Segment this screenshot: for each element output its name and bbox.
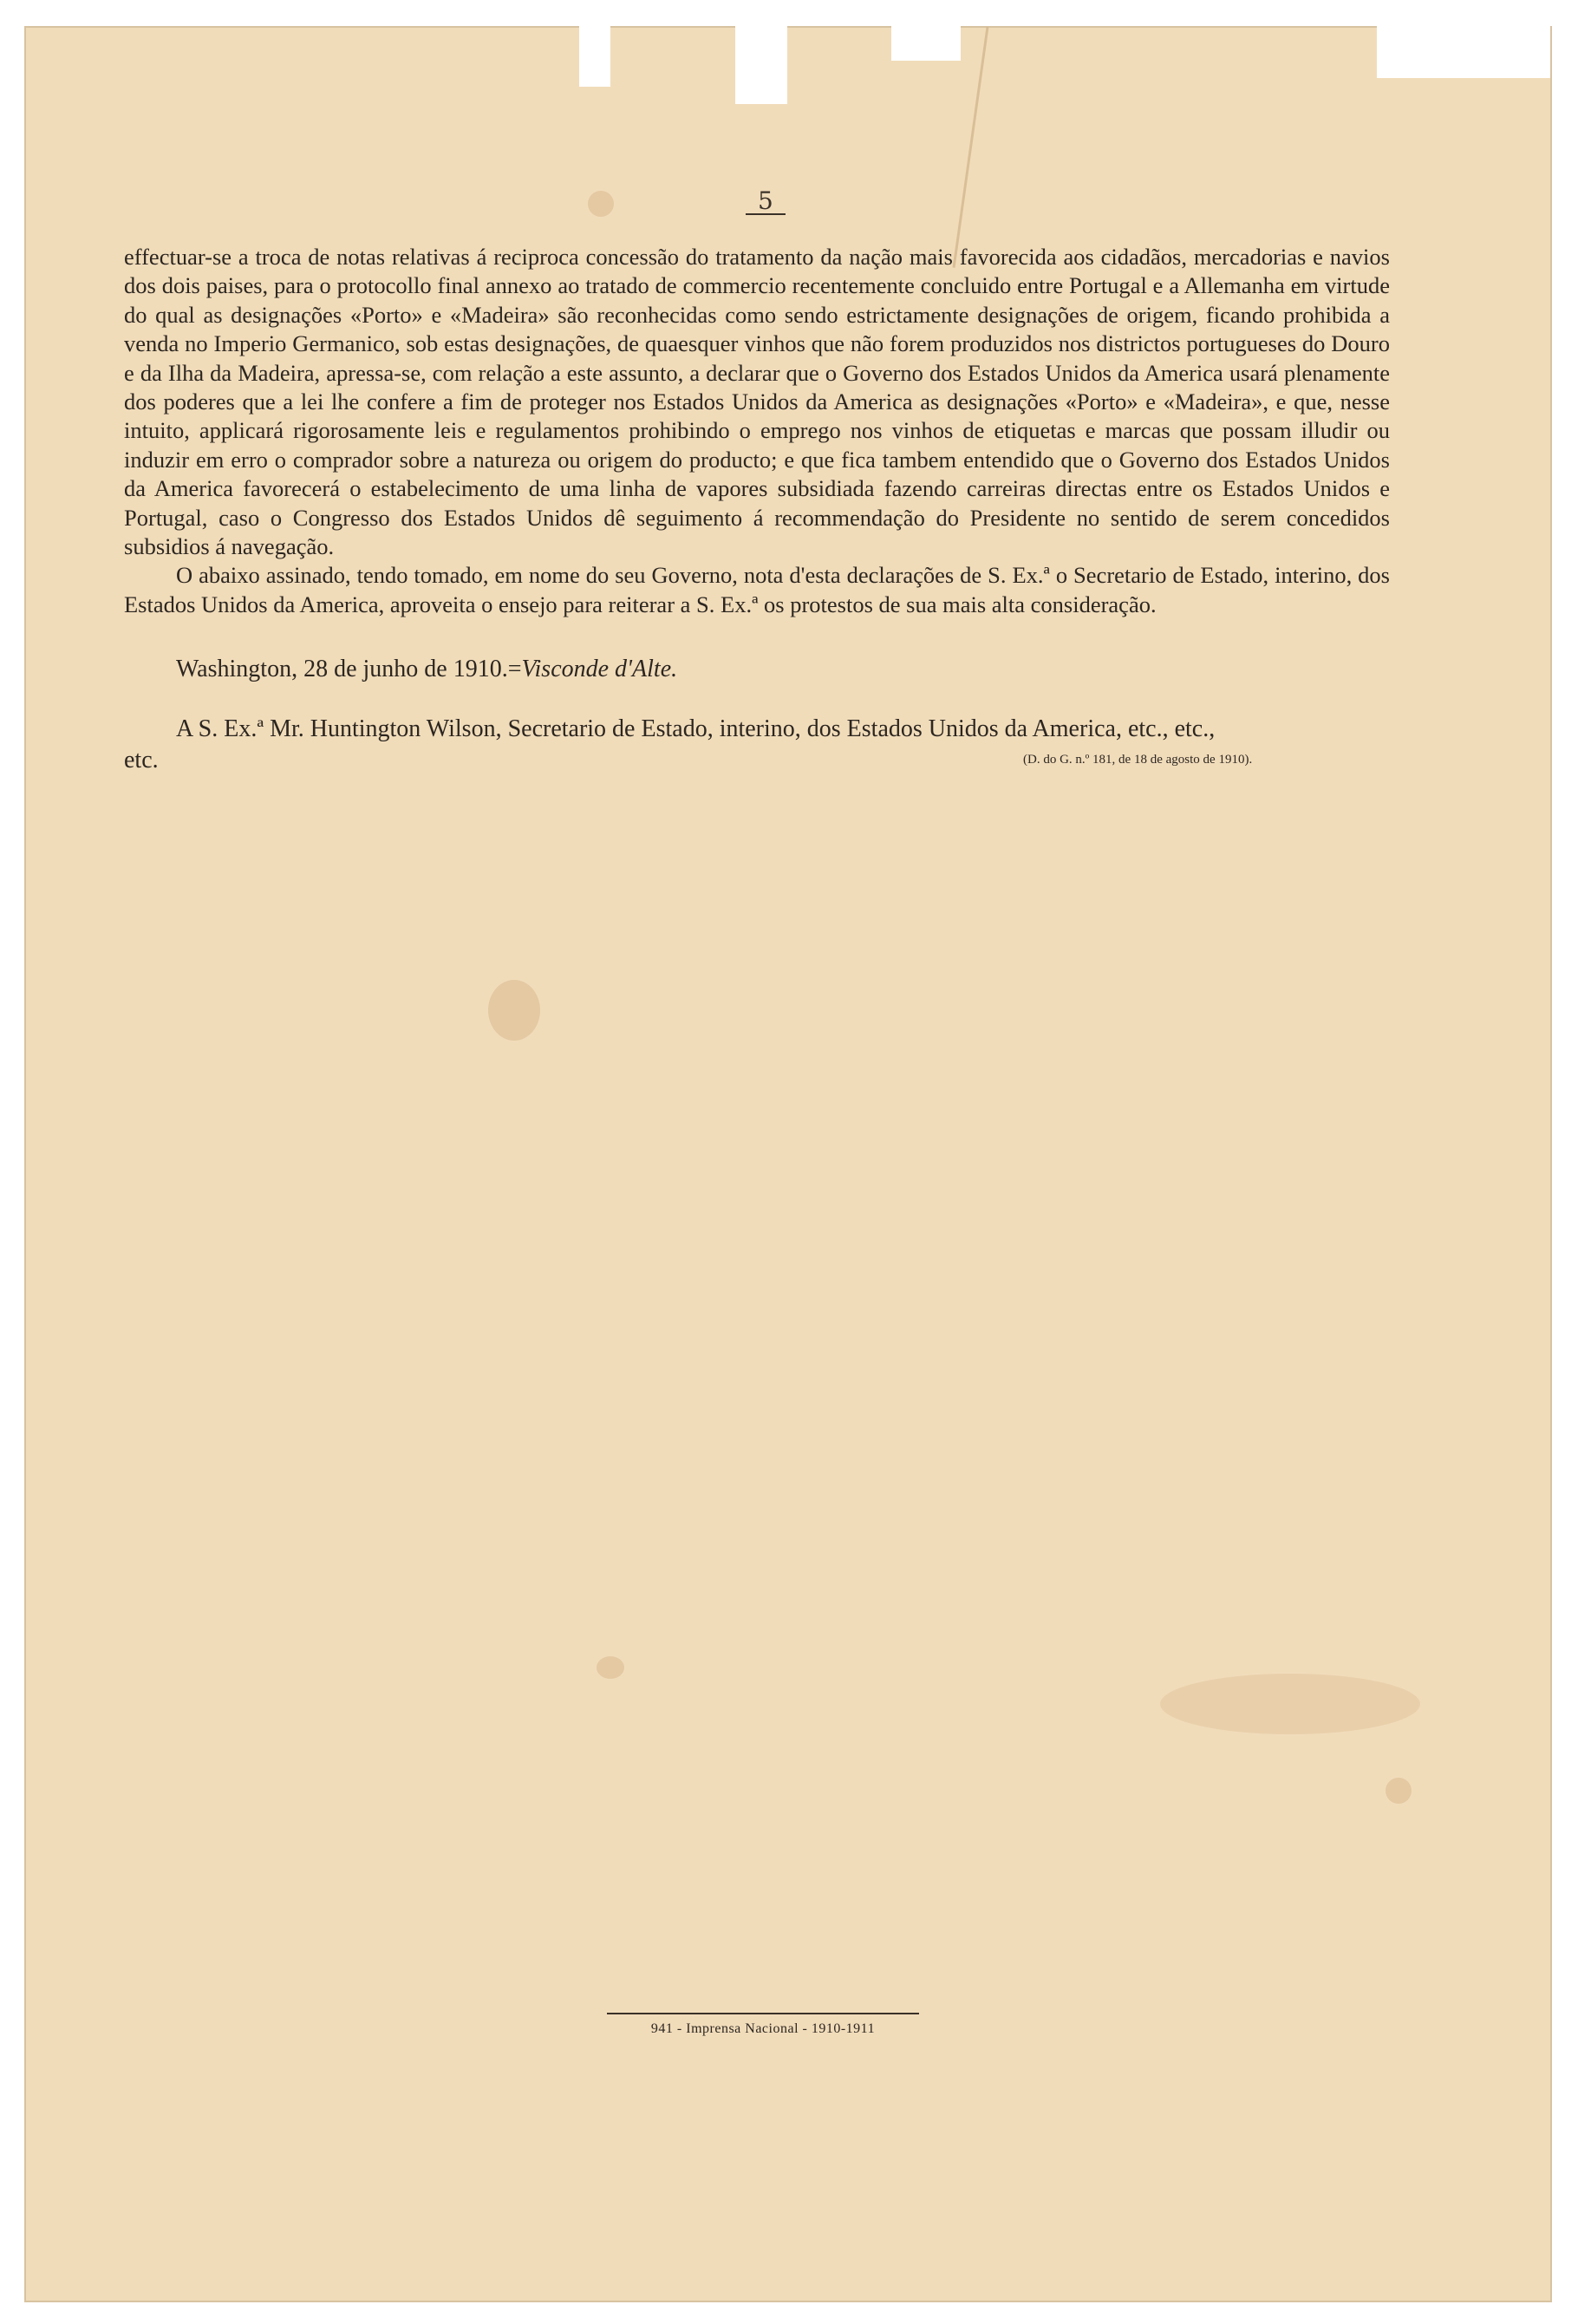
stain xyxy=(488,980,540,1041)
separator: = xyxy=(507,656,522,682)
body-paragraph: effectuar-se a troca de notas relativas á reciproca concessão do tratamento da nação mais favorecida aos cidadãos, mercadorias e navios dos dois paises, para o protocollo final annexo ao tratado de commercio recentemente concluido entre Portugal e a Allemanha em virtude do qual as designações «Porto» e «Madeira» são reconhecidas como sendo estrictamente designações de origem, ficando prohibida a venda no Imperio Germanico, sob estas designações, de quaesquer vinhos que não forem produzidos nos districtos portugueses do Douro e da Ilha da Madeira, apressa-se, com relação a este assunto, a declarar que o Governo dos Estados Unidos da America usará plenamente dos poderes que a lei lhe confere a fim de proteger nos Estados Unidos da America as designações «Porto» e «Madeira», e que, nesse intuito, applicará rigorosamente leis e regulamentos prohibindo o emprego nos vinhos de etiquetas e marcas que possam illudir ou induzir em erro o comprador sobre a natureza ou origem do producto; e que fica tambem entendido que o Governo dos Estados Unidos da America favorecerá o estabelecimento de uma linha de vapores subsidiada fazendo carreiras directas entre os Estados Unidos e Portugal, caso o Congresso dos Estados Unidos dê seguimento á recommendação do Presidente no sentido de serem concedidos subsidios á navegação. xyxy=(124,244,1390,560)
addressee-continuation: etc. xyxy=(124,747,159,774)
signature: Visconde d'Alte. xyxy=(521,656,678,682)
printer-rule xyxy=(607,2013,919,2014)
stain xyxy=(1160,1674,1420,1734)
page-number: 5 xyxy=(746,189,786,215)
letter-body xyxy=(124,243,1390,619)
closing-line xyxy=(176,655,677,684)
torn-edge xyxy=(735,26,787,104)
stain xyxy=(588,191,614,217)
place-date: Washington, 28 de junho de 1910. xyxy=(176,656,508,682)
stain xyxy=(1386,1778,1412,1804)
torn-edge xyxy=(1377,26,1550,78)
source-reference: (D. do G. n.º 181, de 18 de agosto de 1910). xyxy=(1023,753,1253,767)
printer-imprint: 941 - Imprensa Nacional - 1910-1911 xyxy=(650,2021,876,2036)
torn-edge xyxy=(891,26,961,61)
torn-edge xyxy=(579,26,610,87)
stain xyxy=(597,1656,624,1679)
addressee-line: A S. Ex.ª Mr. Huntington Wilson, Secretario de Estado, interino, dos Estados Unidos da America, etc., etc., xyxy=(176,715,1216,742)
fold-crease xyxy=(953,27,989,268)
body-paragraph: O abaixo assinado, tendo tomado, em nome do seu Governo, nota d'esta declarações de S. Ex.ª o Secretario de Estado, interino, dos Estados Unidos da America, aproveita o ensejo para reiterar a S. Ex.ª os protestos de sua mais alta consideração. xyxy=(124,562,1390,617)
